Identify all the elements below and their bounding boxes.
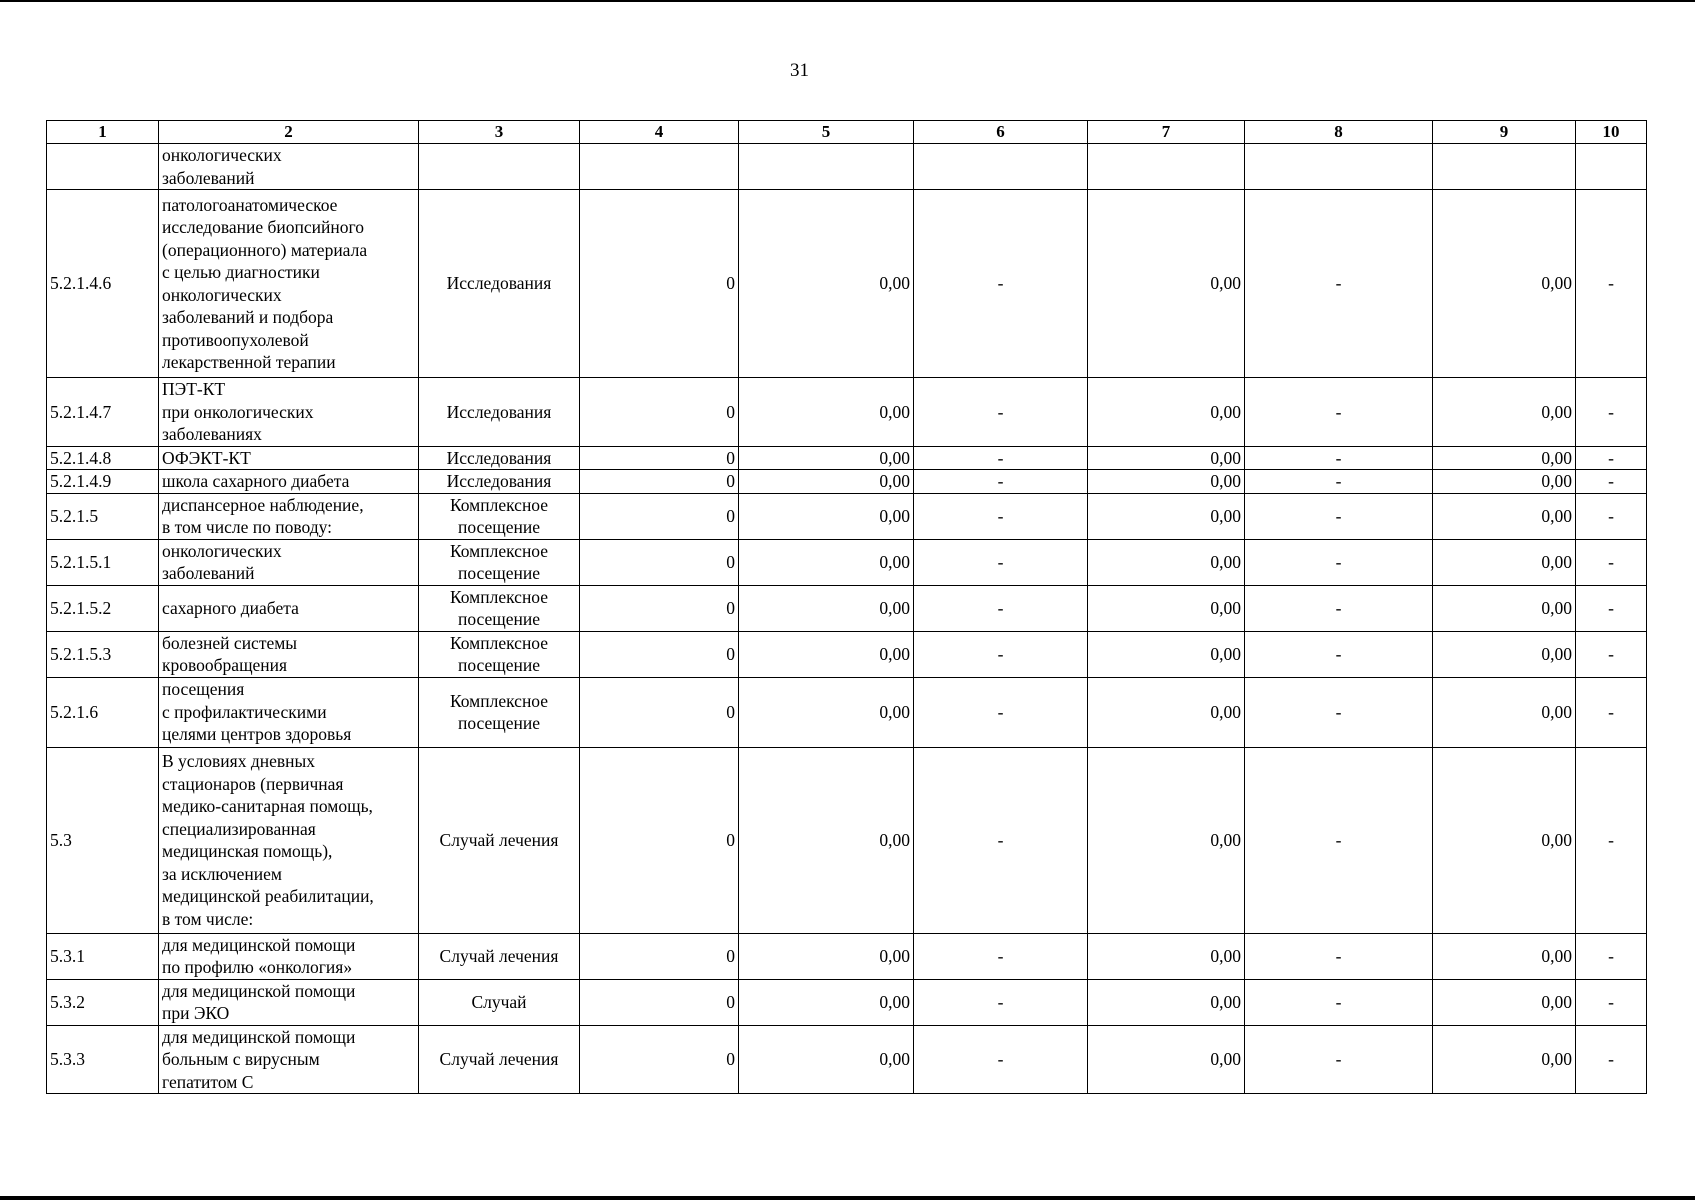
table-row [47, 446, 1647, 470]
col10-value-cell: - [1576, 1025, 1647, 1094]
col8-value-cell: - [1245, 585, 1433, 631]
row-code-cell: 5.3.2 [47, 979, 159, 1025]
col8-value-cell: - [1245, 190, 1433, 378]
row-name-cell: посещения с профилактическими целями центров здоровья [159, 677, 419, 747]
row-name-cell: школа сахарного диабета [159, 470, 419, 494]
row-name-cell: ПЭТ-КТ при онкологических заболеваниях [159, 378, 419, 447]
table-row [47, 190, 1647, 378]
header-cell-9: 9 [1433, 121, 1576, 144]
row-name-cell: сахарного диабета [159, 585, 419, 631]
col8-value-cell: - [1245, 1025, 1433, 1094]
col4-value-cell: 0 [580, 979, 739, 1025]
col4-value-cell: 0 [580, 747, 739, 933]
row-name-cell: В условиях дневных стационаров (первичная медико-санитарная помощь, специализированная медицинская помощь), за исключением медицинской реабилитации, в том числе: [159, 747, 419, 933]
header-cell-10: 10 [1576, 121, 1647, 144]
col5-value-cell: 0,00 [739, 539, 914, 585]
col10-value-cell: - [1576, 190, 1647, 378]
col6-value-cell [914, 144, 1088, 190]
row-unit-cell: Комплексное посещение [419, 677, 580, 747]
col9-value-cell: 0,00 [1433, 585, 1576, 631]
col9-value-cell: 0,00 [1433, 979, 1576, 1025]
col6-value-cell: - [914, 539, 1088, 585]
col6-value-cell: - [914, 747, 1088, 933]
row-unit-cell [419, 144, 580, 190]
col9-value-cell: 0,00 [1433, 190, 1576, 378]
page-number: 31 [790, 60, 809, 81]
row-code-cell: 5.3.3 [47, 1025, 159, 1094]
col5-value-cell: 0,00 [739, 493, 914, 539]
row-name-cell: для медицинской помощи больным с вирусным гепатитом С [159, 1025, 419, 1094]
table-row [47, 539, 1647, 585]
row-name-cell: ОФЭКТ-КТ [159, 446, 419, 470]
col4-value-cell [580, 144, 739, 190]
row-unit-cell: Комплексное посещение [419, 631, 580, 677]
header-cell-2: 2 [159, 121, 419, 144]
row-name-cell: для медицинской помощи при ЭКО [159, 979, 419, 1025]
table-row [47, 585, 1647, 631]
col4-value-cell: 0 [580, 539, 739, 585]
col5-value-cell: 0,00 [739, 631, 914, 677]
col5-value-cell: 0,00 [739, 470, 914, 494]
col9-value-cell: 0,00 [1433, 539, 1576, 585]
col8-value-cell: - [1245, 677, 1433, 747]
table-header-row [47, 121, 1647, 144]
header-cell-7: 7 [1088, 121, 1245, 144]
header-cell-4: 4 [580, 121, 739, 144]
col10-value-cell: - [1576, 378, 1647, 447]
col9-value-cell: 0,00 [1433, 1025, 1576, 1094]
row-code-cell: 5.2.1.4.6 [47, 190, 159, 378]
row-unit-cell: Исследования [419, 446, 580, 470]
col10-value-cell [1576, 144, 1647, 190]
col10-value-cell: - [1576, 631, 1647, 677]
table-row [47, 493, 1647, 539]
col7-value-cell: 0,00 [1088, 378, 1245, 447]
col4-value-cell: 0 [580, 631, 739, 677]
col4-value-cell: 0 [580, 933, 739, 979]
col5-value-cell: 0,00 [739, 378, 914, 447]
col7-value-cell: 0,00 [1088, 979, 1245, 1025]
col6-value-cell: - [914, 1025, 1088, 1094]
col9-value-cell: 0,00 [1433, 446, 1576, 470]
table-row [47, 470, 1647, 494]
col7-value-cell: 0,00 [1088, 585, 1245, 631]
header-cell-1: 1 [47, 121, 159, 144]
table-row [47, 677, 1647, 747]
col10-value-cell: - [1576, 677, 1647, 747]
col4-value-cell: 0 [580, 677, 739, 747]
row-code-cell: 5.2.1.5 [47, 493, 159, 539]
data-table [46, 120, 1647, 1094]
table-row [47, 747, 1647, 933]
col4-value-cell: 0 [580, 585, 739, 631]
col6-value-cell: - [914, 470, 1088, 494]
col10-value-cell: - [1576, 585, 1647, 631]
row-code-cell: 5.2.1.4.7 [47, 378, 159, 447]
col6-value-cell: - [914, 979, 1088, 1025]
row-name-cell: диспансерное наблюдение, в том числе по поводу: [159, 493, 419, 539]
col7-value-cell: 0,00 [1088, 747, 1245, 933]
row-code-cell: 5.2.1.4.9 [47, 470, 159, 494]
scan-edge-top [0, 0, 1695, 2]
col6-value-cell: - [914, 585, 1088, 631]
col6-value-cell: - [914, 677, 1088, 747]
col8-value-cell: - [1245, 979, 1433, 1025]
col6-value-cell: - [914, 190, 1088, 378]
row-name-cell: для медицинской помощи по профилю «онкология» [159, 933, 419, 979]
row-unit-cell: Исследования [419, 378, 580, 447]
col10-value-cell: - [1576, 933, 1647, 979]
col10-value-cell: - [1576, 470, 1647, 494]
row-code-cell: 5.2.1.6 [47, 677, 159, 747]
col7-value-cell: 0,00 [1088, 539, 1245, 585]
row-code-cell: 5.2.1.5.2 [47, 585, 159, 631]
col7-value-cell: 0,00 [1088, 190, 1245, 378]
col10-value-cell: - [1576, 979, 1647, 1025]
col5-value-cell: 0,00 [739, 585, 914, 631]
row-code-cell: 5.2.1.5.1 [47, 539, 159, 585]
row-unit-cell: Исследования [419, 190, 580, 378]
row-unit-cell: Комплексное посещение [419, 585, 580, 631]
col7-value-cell: 0,00 [1088, 493, 1245, 539]
row-code-cell [47, 144, 159, 190]
col9-value-cell [1433, 144, 1576, 190]
col5-value-cell: 0,00 [739, 1025, 914, 1094]
row-name-cell: патологоанатомическое исследование биопсийного (операционного) материала с целью диагностики онкологических заболеваний и подбора противоопухолевой лекарственной терапии [159, 190, 419, 378]
table-row [47, 144, 1647, 190]
col7-value-cell: 0,00 [1088, 677, 1245, 747]
col10-value-cell: - [1576, 446, 1647, 470]
col5-value-cell: 0,00 [739, 446, 914, 470]
header-cell-6: 6 [914, 121, 1088, 144]
col10-value-cell: - [1576, 539, 1647, 585]
row-unit-cell: Случай [419, 979, 580, 1025]
col8-value-cell: - [1245, 493, 1433, 539]
col4-value-cell: 0 [580, 470, 739, 494]
col8-value-cell: - [1245, 933, 1433, 979]
col6-value-cell: - [914, 378, 1088, 447]
row-unit-cell: Комплексное посещение [419, 493, 580, 539]
col4-value-cell: 0 [580, 1025, 739, 1094]
col4-value-cell: 0 [580, 378, 739, 447]
row-name-cell: болезней системы кровообращения [159, 631, 419, 677]
row-name-cell: онкологических заболеваний [159, 539, 419, 585]
table-row [47, 631, 1647, 677]
header-cell-3: 3 [419, 121, 580, 144]
row-unit-cell: Случай лечения [419, 933, 580, 979]
col9-value-cell: 0,00 [1433, 631, 1576, 677]
col7-value-cell: 0,00 [1088, 631, 1245, 677]
col4-value-cell: 0 [580, 493, 739, 539]
col6-value-cell: - [914, 446, 1088, 470]
col10-value-cell: - [1576, 493, 1647, 539]
col9-value-cell: 0,00 [1433, 747, 1576, 933]
col8-value-cell: - [1245, 378, 1433, 447]
row-code-cell: 5.2.1.4.8 [47, 446, 159, 470]
col7-value-cell [1088, 144, 1245, 190]
row-code-cell: 5.3 [47, 747, 159, 933]
col9-value-cell: 0,00 [1433, 677, 1576, 747]
col6-value-cell: - [914, 631, 1088, 677]
col5-value-cell: 0,00 [739, 747, 914, 933]
row-code-cell: 5.3.1 [47, 933, 159, 979]
table-row [47, 979, 1647, 1025]
col6-value-cell: - [914, 493, 1088, 539]
col7-value-cell: 0,00 [1088, 470, 1245, 494]
table-body [47, 121, 1647, 1094]
col7-value-cell: 0,00 [1088, 446, 1245, 470]
col4-value-cell: 0 [580, 446, 739, 470]
col9-value-cell: 0,00 [1433, 378, 1576, 447]
row-unit-cell: Комплексное посещение [419, 539, 580, 585]
row-code-cell: 5.2.1.5.3 [47, 631, 159, 677]
col7-value-cell: 0,00 [1088, 1025, 1245, 1094]
col8-value-cell: - [1245, 631, 1433, 677]
scan-edge-bottom [0, 1196, 1695, 1200]
col4-value-cell: 0 [580, 190, 739, 378]
col8-value-cell [1245, 144, 1433, 190]
row-unit-cell: Случай лечения [419, 1025, 580, 1094]
col9-value-cell: 0,00 [1433, 493, 1576, 539]
col9-value-cell: 0,00 [1433, 470, 1576, 494]
col10-value-cell: - [1576, 747, 1647, 933]
row-unit-cell: Исследования [419, 470, 580, 494]
col5-value-cell [739, 144, 914, 190]
col5-value-cell: 0,00 [739, 190, 914, 378]
col8-value-cell: - [1245, 446, 1433, 470]
row-unit-cell: Случай лечения [419, 747, 580, 933]
col8-value-cell: - [1245, 747, 1433, 933]
col8-value-cell: - [1245, 539, 1433, 585]
col5-value-cell: 0,00 [739, 677, 914, 747]
table-row [47, 933, 1647, 979]
table-row [47, 378, 1647, 447]
header-cell-8: 8 [1245, 121, 1433, 144]
col8-value-cell: - [1245, 470, 1433, 494]
col6-value-cell: - [914, 933, 1088, 979]
col9-value-cell: 0,00 [1433, 933, 1576, 979]
col5-value-cell: 0,00 [739, 933, 914, 979]
header-cell-5: 5 [739, 121, 914, 144]
col7-value-cell: 0,00 [1088, 933, 1245, 979]
col5-value-cell: 0,00 [739, 979, 914, 1025]
table-row [47, 1025, 1647, 1094]
row-name-cell: онкологических заболеваний [159, 144, 419, 190]
